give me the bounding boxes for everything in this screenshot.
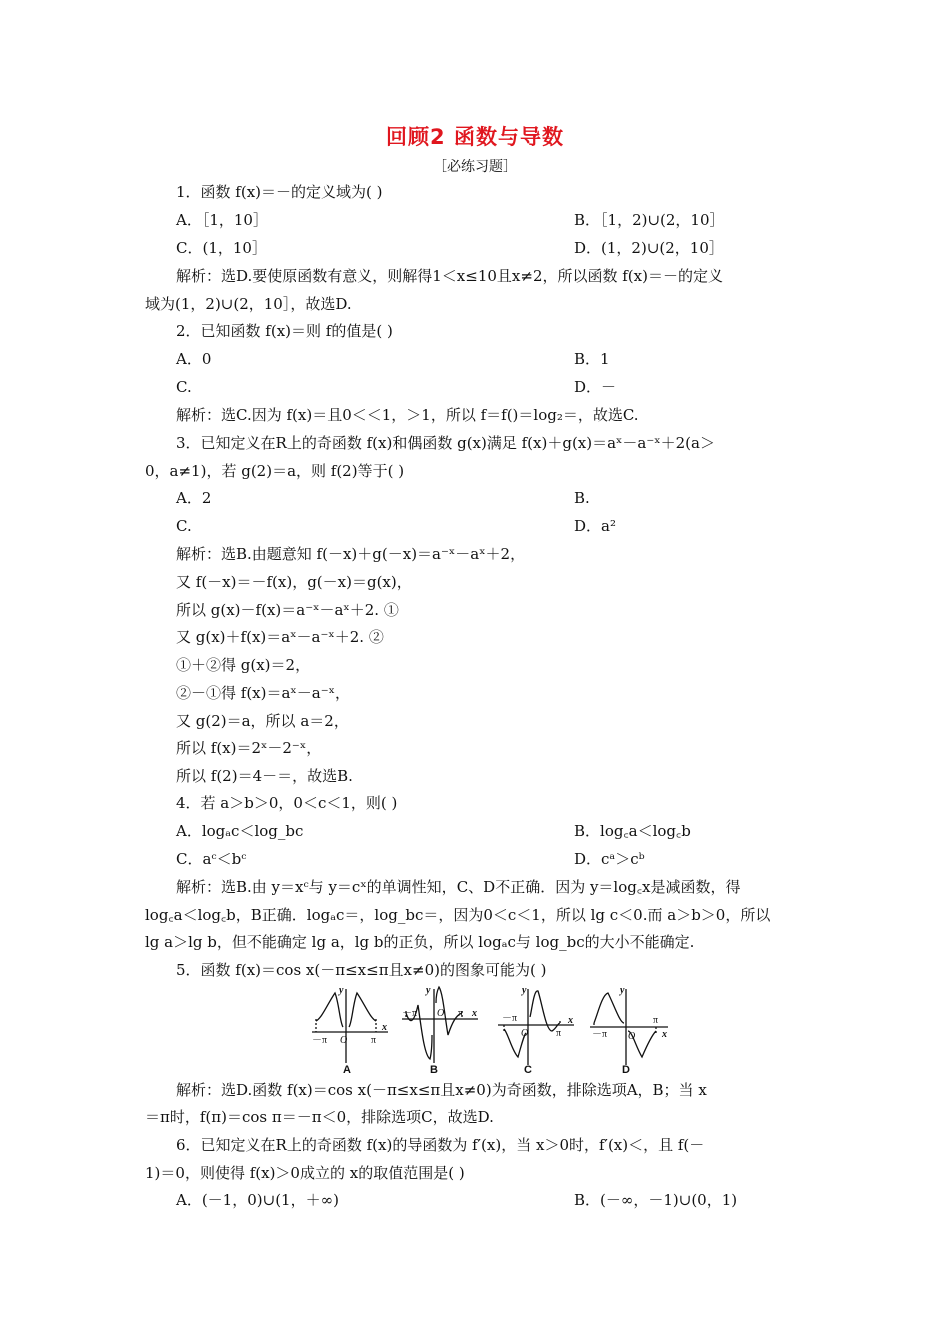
- q3-solution-line: 又 f(－x)＝－f(x)，g(－x)＝g(x)，: [176, 573, 412, 591]
- q3-solution-line: ①＋②得 g(x)＝2，: [176, 656, 311, 674]
- q3-solution-line: 所以 f(x)＝2ˣ－2⁻ˣ，: [176, 739, 322, 757]
- graph-c: [498, 989, 574, 1065]
- q3-solution-line: 所以 f(2)＝4－＝，故选B.: [176, 767, 353, 785]
- q3-solution-line: ②－①得 f(x)＝aˣ－a⁻ˣ，: [176, 684, 351, 702]
- q1-option-c: C．(1，10］: [176, 239, 267, 257]
- q1-solution-line: 解析：选D.要使原函数有意义，则解得1＜x≤10且x≠2，所以函数 f(x)＝－的定义: [176, 267, 723, 285]
- question-1-stem: 1．函数 f(x)＝－的定义域为( ): [176, 183, 383, 201]
- svg-text:y: y: [620, 985, 625, 996]
- q1-option-d: D．(1，2)∪(2，10］: [574, 239, 724, 257]
- q6-option-a: A．(－1，0)∪(1，＋∞): [176, 1191, 339, 1209]
- question-3-stem: 0，a≠1)，若 g(2)＝a，则 f(2)等于( ): [145, 462, 405, 480]
- q4-option-d: D．cᵃ＞cᵇ: [574, 850, 645, 868]
- graph-d: [590, 989, 668, 1065]
- q3-solution-line: 解析：选B.由题意知 f(－x)＋g(－x)＝a⁻ˣ－aˣ＋2，: [176, 545, 526, 563]
- q3-option-c: C.: [176, 517, 192, 535]
- svg-text:x: x: [472, 1008, 477, 1019]
- svg-text:y: y: [522, 985, 527, 996]
- q4-option-c: C．aᶜ＜bᶜ: [176, 850, 247, 868]
- svg-text:π: π: [458, 1008, 464, 1019]
- svg-text:－π: －π: [312, 1035, 328, 1046]
- svg-text:x: x: [382, 1022, 387, 1033]
- question-2-stem: 2．已知函数 f(x)＝则 f的值是( ): [176, 322, 393, 340]
- question-3-stem: 3．已知定义在R上的奇函数 f(x)和偶函数 g(x)满足 f(x)＋g(x)＝aˣ－a⁻ˣ＋2(a＞: [176, 434, 715, 452]
- svg-text:－π: －π: [592, 1029, 608, 1040]
- q4-option-b: B．log꜀a＜log꜀b: [574, 822, 691, 840]
- svg-text:π: π: [371, 1035, 377, 1046]
- graph-caption-a: A: [343, 1064, 351, 1075]
- question-6-stem: 1)＝0，则使得 f(x)＞0成立的 x的取值范围是( ): [145, 1164, 465, 1182]
- q2-option-c: C.: [176, 378, 192, 396]
- q3-solution-line: 所以 g(x)－f(x)＝a⁻ˣ－aˣ＋2. ①: [176, 601, 399, 619]
- graph-a: [312, 989, 388, 1063]
- svg-text:O: O: [437, 1008, 445, 1019]
- svg-text:O: O: [628, 1031, 636, 1042]
- q5-graph-options: [306, 983, 676, 1075]
- svg-text:－π: －π: [402, 1008, 418, 1019]
- q1-option-a: A．［1，10］: [176, 211, 268, 229]
- q2-option-d: D．－: [574, 378, 617, 396]
- svg-text:x: x: [568, 1015, 573, 1026]
- svg-text:π: π: [556, 1028, 562, 1039]
- q3-option-a: A．2: [176, 489, 212, 507]
- q5-solution-line: ＝π时，f(π)＝cos π＝－π＜0，排除选项C，故选D.: [145, 1108, 494, 1126]
- section-subtitle: ［必练习题］: [433, 159, 517, 175]
- q6-option-b: B．(－∞，－1)∪(0，1): [574, 1191, 738, 1209]
- q2-option-b: B．1: [574, 350, 610, 368]
- graph-b: [402, 987, 478, 1063]
- q4-solution-line: log꜀a＜log꜀b，B正确．logₐc＝，log_bc＝，因为0＜c＜1，所以 lg c＜0.而 a＞b＞0，所以: [145, 906, 771, 924]
- svg-text:－π: －π: [502, 1013, 518, 1024]
- q3-solution-line: 又 g(x)＋f(x)＝aˣ－a⁻ˣ＋2. ②: [176, 628, 384, 646]
- graph-caption-b: B: [430, 1064, 438, 1075]
- svg-text:π: π: [653, 1015, 659, 1026]
- question-4-stem: 4．若 a＞b＞0，0＜c＜1，则( ): [176, 794, 398, 812]
- question-6-stem: 6．已知定义在R上的奇函数 f(x)的导函数为 f′(x)，当 x＞0时，f′(x)＜，且 f(－: [176, 1136, 705, 1154]
- graph-caption-d: D: [622, 1064, 630, 1075]
- svg-text:x: x: [662, 1029, 667, 1040]
- q4-solution-line: 解析：选B.由 y＝xᶜ与 y＝cˣ的单调性知，C、D不正确．因为 y＝log꜀x是减函数，得: [176, 878, 741, 896]
- svg-text:y: y: [426, 985, 431, 996]
- svg-text:O: O: [340, 1035, 348, 1046]
- graph-caption-c: C: [524, 1064, 532, 1075]
- svg-text:O: O: [521, 1028, 529, 1039]
- q1-option-b: B．［1，2)∪(2，10］: [574, 211, 725, 229]
- q2-solution-line: 解析：选C.因为 f(x)＝且0＜＜1，＞1，所以 f＝f()＝log₂＝，故选C.: [176, 406, 639, 424]
- q2-option-a: A．0: [176, 350, 212, 368]
- q3-option-d: D．a²: [574, 517, 616, 535]
- question-5-stem: 5．函数 f(x)＝cos x(－π≤x≤π且x≠0)的图象可能为( ): [176, 961, 547, 979]
- svg-text:y: y: [339, 985, 344, 996]
- q4-solution-line: lg a＞lg b，但不能确定 lg a，lg b的正负，所以 logₐc与 log_bc的大小不能确定.: [145, 933, 695, 951]
- q4-option-a: A．logₐc＜log_bc: [176, 822, 304, 840]
- page-title: 回顾2 函数与导数: [386, 125, 564, 149]
- q3-solution-line: 又 g(2)＝a，所以 a＝2，: [176, 712, 349, 730]
- q5-solution-line: 解析：选D.函数 f(x)＝cos x(－π≤x≤π且x≠0)为奇函数，排除选项A，B；当 x: [176, 1081, 707, 1099]
- q3-option-b: B.: [574, 489, 590, 507]
- q1-solution-line: 域为(1，2)∪(2，10］，故选D.: [145, 295, 352, 313]
